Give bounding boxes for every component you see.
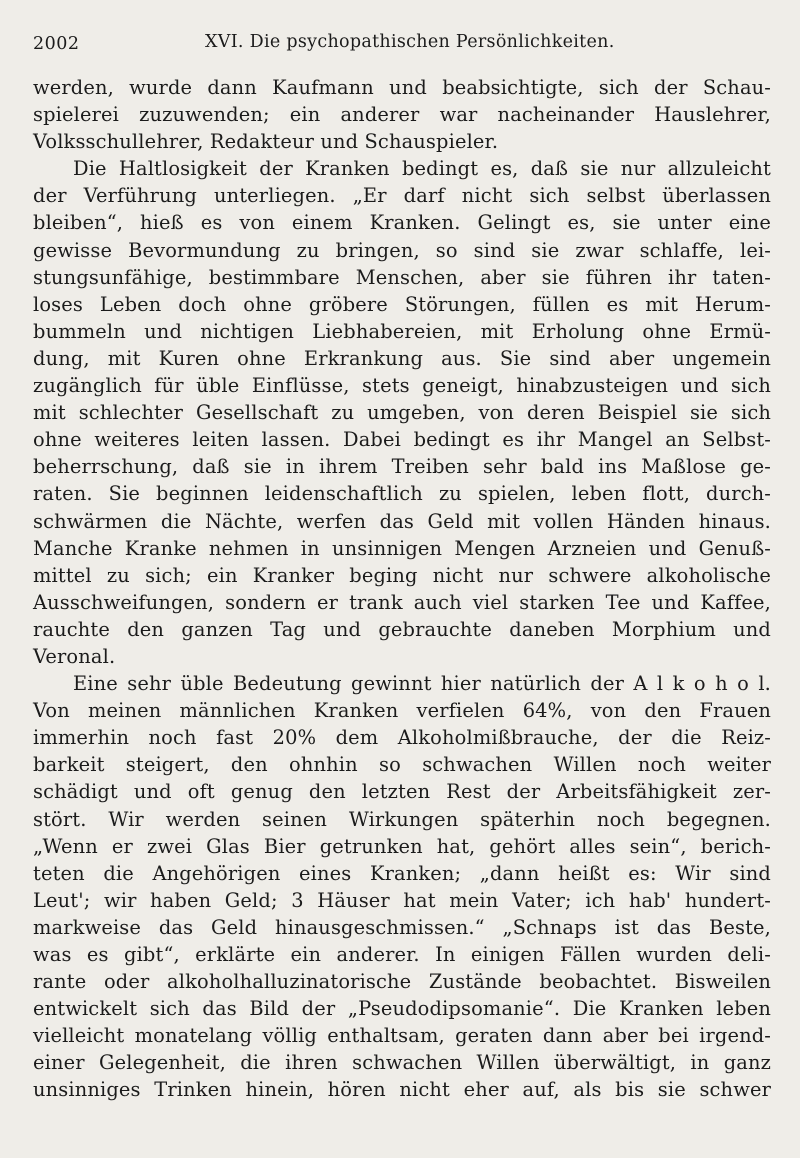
text-line: entwickelt sich das Bild der „Pseudodipsomanie“. Die Kranken leben [33,997,771,1021]
text-line: stört. Wir werden seinen Wirkungen späterhin noch begegnen. [33,807,771,831]
text-line: Eine sehr üble Bedeutung gewinnt hier natürlich der A l k o h o l. [73,672,771,696]
text-line: Leut'; wir haben Geld; 3 Häuser hat mein Vater; ich hab' hundert- [33,888,771,912]
text-line: schädigt und oft genug den letzten Rest der Arbeitsfähigkeit zer- [33,780,771,804]
text-line: Veronal. [33,644,116,668]
page-header [33,32,771,58]
text-line: Von meinen männlichen Kranken verfielen 64%, von den Frauen [33,699,771,723]
text-line: was es gibt“, erklärte ein anderer. In einigen Fällen wurden deli- [33,943,771,966]
text-line: barkeit steigert, den ohnhin so schwachen Willen noch weiter [33,753,771,777]
text-line: raten. Sie beginnen leidenschaftlich zu spielen, leben flott, durch- [33,482,771,506]
text-line: unsinniges Trinken hinein, hören nicht eher auf, als bis sie schwer [33,1078,771,1102]
text-line: Manche Kranke nehmen in unsinnigen Mengen Arzneien und Genuß- [33,536,771,560]
text-line: rauchte den ganzen Tag und gebrauchte daneben Morphium und [33,617,771,641]
text-line: einer Gelegenheit, die ihren schwachen Willen überwältigt, in ganz [33,1051,771,1075]
body-text [33,74,771,1104]
text-line: beherrschung, daß sie in ihrem Treiben sehr bald ins Maßlose ge- [33,455,771,479]
text-line: mittel zu sich; ein Kranker beging nicht nur schwere alkoholische [33,563,771,587]
text-line: Volksschullehrer, Redakteur und Schauspieler. [33,130,499,154]
text-line: bleiben“, hieß es von einem Kranken. Gelingt es, sie unter eine [33,211,771,235]
running-head: XVI. Die psychopathischen Persönlichkeiten. [205,32,615,52]
text-line: „Wenn er zwei Glas Bier getrunken hat, gehört alles sein“, berich- [33,834,771,858]
text-line: immerhin noch fast 20% dem Alkoholmißbrauche, der die Reiz- [33,726,771,750]
text-line: ohne weiteres leiten lassen. Dabei bedingt es ihr Mangel an Selbst- [33,428,771,452]
text-line: teten die Angehörigen eines Kranken; „dann heißt es: Wir sind [33,861,771,885]
text-line: Ausschweifungen, sondern er trank auch viel starken Tee und Kaffee, [33,590,771,614]
text-line: mit schlechter Gesellschaft zu umgeben, von deren Beispiel sie sich [33,401,771,425]
text-line: rante oder alkoholhalluzinatorische Zustände beobachtet. Bisweilen [33,970,771,994]
text-line: stungsunfähige, bestimmbare Menschen, aber sie führen ihr taten- [33,265,771,289]
text-line: loses Leben doch ohne gröbere Störungen, füllen es mit Herum- [33,292,771,316]
text-line: werden, wurde dann Kaufmann und beabsichtigte, sich der Schau- [33,76,771,99]
text-line: zugänglich für üble Einflüsse, stets geneigt, hinabzusteigen und sich [33,374,771,398]
text-line: schwärmen die Nächte, werfen das Geld mit vollen Händen hinaus. [33,509,771,533]
text-line: Die Haltlosigkeit der Kranken bedingt es, daß sie nur allzuleicht [73,157,771,181]
text-line: vielleicht monatelang völlig enthaltsam, geraten dann aber bei irgend- [33,1024,771,1048]
page-number: 2002 [33,34,80,54]
text-line: gewisse Bevormundung zu bringen, so sind sie zwar schlaffe, lei- [33,238,771,262]
text-line: bummeln und nichtigen Liebhabereien, mit Erholung ohne Ermü- [33,319,771,343]
text-line: markweise das Geld hinausgeschmissen.“ „Schnaps ist das Beste, [33,915,771,939]
text-line: der Verführung unterliegen. „Er darf nicht sich selbst überlassen [33,184,771,208]
text-line: spielerei zuzuwenden; ein anderer war nacheinander Hauslehrer, [33,103,771,127]
text-line: dung, mit Kuren ohne Erkrankung aus. Sie sind aber ungemein [33,346,771,370]
